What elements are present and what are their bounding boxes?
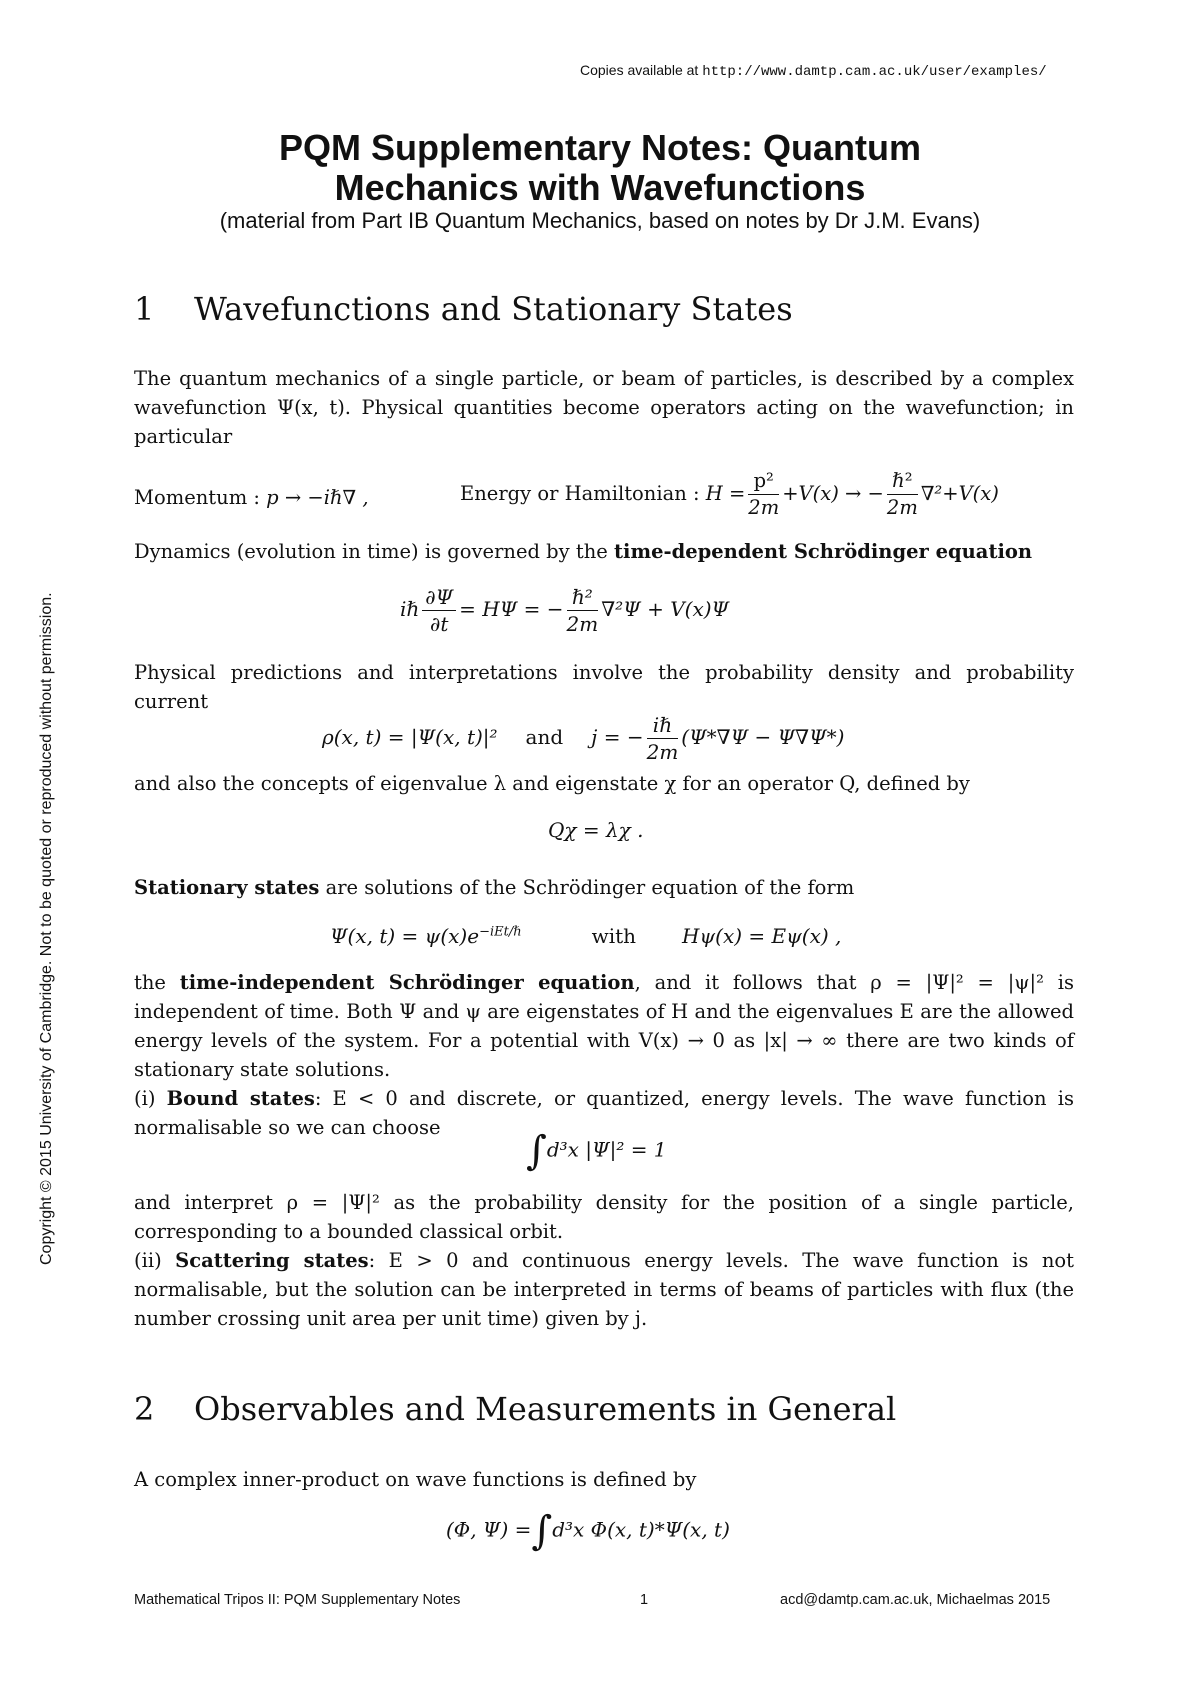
stationary-eq-2: Hψ(x) = Eψ(x) ,	[682, 924, 842, 948]
energy-label: Energy or Hamiltonian :	[460, 482, 706, 505]
subtitle: (material from Part IB Quantum Mechanics, based on notes by Dr J.M. Evans)	[219, 208, 981, 233]
stationary-sentence	[134, 876, 854, 899]
section-2-number: 2	[134, 1390, 155, 1428]
title-line-1: PQM Supplementary Notes: Quantum	[278, 127, 922, 168]
j-fraction	[647, 712, 679, 765]
copies-url[interactable]: http://www.damtp.cam.ac.uk/user/examples/	[702, 64, 1047, 80]
energy-den-2: 2m	[886, 496, 918, 519]
probability-equations	[322, 712, 844, 765]
scatter-bold: Scattering states	[175, 1249, 369, 1272]
energy-fraction-2	[887, 468, 918, 521]
stationary-equation	[330, 924, 841, 948]
energy-fraction-1	[748, 468, 779, 521]
energy-num-1: p²	[748, 468, 779, 495]
energy-lhs: H =	[705, 482, 746, 505]
footer-left: Mathematical Tripos II: PQM Supplementary Notes	[134, 1592, 461, 1608]
rho-expression: ρ(x, t) = |Ψ(x, t)|²	[322, 725, 498, 749]
energy-den-1: 2m	[748, 496, 780, 519]
section-2-heading	[134, 1390, 896, 1428]
tdse-fraction-2	[567, 584, 599, 637]
tdse-num-2: ℏ²	[567, 584, 599, 611]
inner-lhs: (Φ, Ψ) =	[446, 1517, 532, 1542]
normalisation-equation	[526, 1128, 667, 1174]
interpret-text: and interpret ρ = |Ψ|² as the probability density for the position of a single particle, corresponding to a bounded classical orbit.	[134, 1191, 1074, 1243]
section-1-heading	[134, 290, 793, 328]
stationary-bold: Stationary states	[134, 876, 320, 899]
inner-product-equation	[446, 1508, 730, 1554]
stationary-exponent: −iEt/ℏ	[479, 924, 522, 940]
momentum-expression: p → −iℏ∇ ,	[266, 486, 369, 509]
integral-sign: ∫	[526, 1128, 547, 1174]
footer-page-number: 1	[640, 1592, 649, 1608]
dynamics-text: Dynamics (evolution in time) is governed by the	[134, 540, 615, 563]
bound-bold: Bound states	[166, 1087, 315, 1110]
tise-paragraph	[134, 968, 1074, 1142]
energy-rhs: ∇²+V(x)	[920, 482, 999, 505]
copies-prefix: Copies available at	[580, 62, 703, 78]
tdse-den-2: 2m	[566, 612, 599, 636]
section-2-title: Observables and Measurements in General	[194, 1390, 897, 1428]
tise-intro: the	[134, 971, 180, 994]
tdse-den-1: ∂t	[430, 612, 449, 636]
tdse-rhs: ∇²Ψ + V(x)Ψ	[601, 597, 730, 621]
section-1-number: 1	[134, 290, 155, 328]
scatter-text: : E > 0 and continuous energy levels. The wave function is not normalisable, but the solution can be interpreted in terms of beams of particles with flux (the number crossing unit area per unit time) given by j.	[134, 1249, 1074, 1330]
inner-rhs: d³x Φ(x, t)*Ψ(x, t)	[552, 1517, 730, 1542]
tise-bold: time-independent Schrödinger equation	[179, 971, 635, 994]
interpret-paragraph	[134, 1188, 1074, 1333]
section-2-intro: A complex inner-product on wave functions is defined by	[134, 1468, 697, 1491]
momentum-label: Momentum :	[134, 486, 267, 509]
dynamics-sentence	[134, 540, 1032, 563]
j-den: 2m	[646, 740, 679, 764]
section-1-intro: The quantum mechanics of a single particle, or beam of particles, is described by a complex wavefunction Ψ(x, t). Physical quantities become operators acting on the wavefunction; in particular	[134, 367, 1074, 448]
tdse-equation	[400, 584, 729, 637]
momentum-operator	[134, 486, 369, 509]
bound-text: : E < 0 and discrete, or quantized, energy levels. The wave function is normalisable so we can choose	[134, 1087, 1075, 1139]
bound-prefix: (i)	[134, 1087, 167, 1110]
and-word: and	[525, 725, 564, 749]
section-1-title: Wavefunctions and Stationary States	[194, 290, 793, 328]
scatter-prefix: (ii)	[134, 1249, 176, 1272]
j-rhs: (Ψ*∇Ψ − Ψ∇Ψ*)	[681, 725, 845, 749]
j-lhs: j = −	[591, 725, 644, 749]
tdse-mid: = HΨ = −	[459, 597, 564, 621]
eigen-sentence: and also the concepts of eigenvalue λ and eigenstate χ for an operator Q, defined by	[134, 772, 970, 795]
stationary-text: are solutions of the Schrödinger equation of the form	[319, 876, 855, 899]
tdse-num-1: ∂Ψ	[422, 584, 456, 611]
title-line-2: Mechanics with Wavefunctions	[334, 167, 866, 208]
energy-mid: +V(x) → −	[782, 482, 884, 505]
copies-notice	[580, 62, 1047, 80]
j-num: iℏ	[647, 712, 679, 739]
side-copyright-notice: Copyright © 2015 University of Cambridge. Not to be quoted or reproduced without permission.	[38, 592, 55, 1265]
tdse-fraction-1	[422, 584, 456, 637]
tise-text: , and it follows that ρ = |Ψ|² = |ψ|² is independent of time. Both Ψ and ψ are eigenstates of H and the eigenvalues E are the allowed energy levels of the system. For a potential with V(x) → 0 as |x| → ∞ there are two kinds of stationary state solutions.	[134, 971, 1074, 1081]
normalisation-expr: d³x |Ψ|² = 1	[546, 1137, 667, 1162]
eigen-equation: Qχ = λχ .	[548, 818, 644, 842]
physical-predictions: Physical predictions and interpretations involve the probability density and probability current	[134, 661, 1074, 713]
hamiltonian-operator	[460, 468, 999, 521]
inner-integral-sign: ∫	[531, 1508, 553, 1554]
energy-num-2: ℏ²	[887, 468, 918, 495]
stationary-eq: Ψ(x, t) = ψ(x)e	[330, 924, 480, 948]
tdse-lhs: iℏ	[400, 597, 420, 621]
dynamics-bold: time-dependent Schrödinger equation	[614, 540, 1033, 563]
footer-right: acd@damtp.cam.ac.uk, Michaelmas 2015	[780, 1592, 1051, 1608]
with-word: with	[591, 924, 637, 948]
